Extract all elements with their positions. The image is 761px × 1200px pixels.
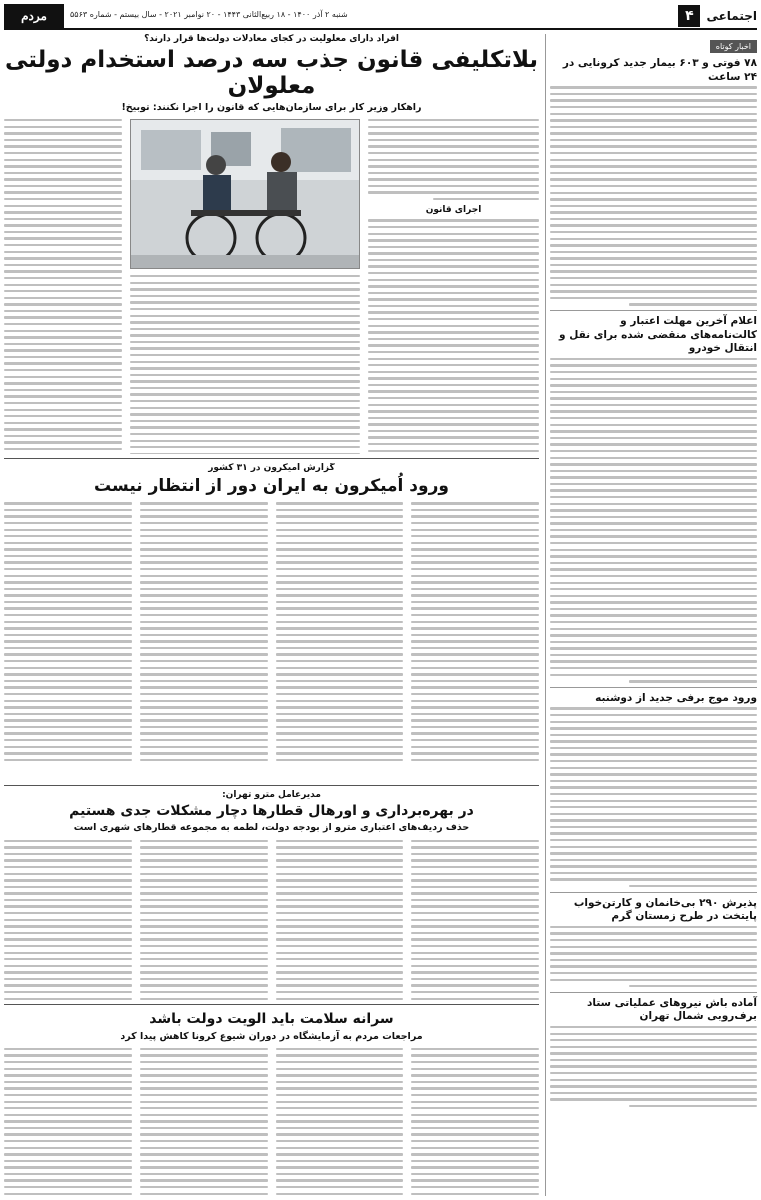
sidebar-headline: ۷۸ فوتی و ۶۰۳ بیمار جدید کرونایی در ۲۴ ساعت [562, 57, 757, 83]
sidebar-label: اخبار کوتاه [710, 40, 757, 53]
article-body [550, 1026, 757, 1107]
wheelchair-photo [130, 119, 360, 269]
article-column [411, 840, 539, 1000]
metro-headline: در بهره‌برداری و اورهال قطارها دچار مشکلات جدی هستیم [69, 802, 474, 819]
sidebar-item [550, 997, 757, 1108]
omicron-story [4, 463, 539, 781]
article-column [140, 840, 268, 1000]
date-line: شنبه ۲ آذر ۱۴۰۰ - ۱۸ ربیع‌الثانی ۱۴۴۳ - ۲۰ نوامبر ۲۰۲۱ - سال بیستم - شماره ۵۵۶۳ [70, 10, 348, 19]
metro-story [4, 790, 539, 1000]
article-column [4, 840, 132, 1000]
article-column [4, 1048, 132, 1199]
article-column [276, 502, 404, 765]
article-body [550, 358, 757, 683]
lead-col [368, 119, 539, 454]
article-body [550, 707, 757, 887]
section-header [678, 4, 757, 28]
health-story [4, 1009, 539, 1199]
article-body [550, 926, 757, 988]
lead-sub-caption: اجرای قانون [425, 204, 482, 215]
article-body [550, 86, 757, 305]
sidebar-headline: اعلام آخرین مهلت اعتبار و کالت‌نامه‌های منقضی شده برای نقل و انتقال خودرو [559, 314, 757, 355]
page-number: ۴ [678, 5, 700, 27]
sidebar-item [550, 57, 757, 306]
article-column [4, 502, 132, 765]
omicron-headline: ورود اُمیکرون به ایران دور از انتظار نیست [94, 475, 449, 496]
article-column [411, 1048, 539, 1199]
paper-logo: مردم سالاری [4, 4, 64, 28]
article-column [411, 502, 539, 765]
health-headline: سرانه سلامت باید الویت دولت باشد [149, 1011, 394, 1027]
sidebar-item [550, 315, 757, 683]
health-subhead: مراجعات مردم به آزمایشگاه در دوران شیوع کرونا کاهش پیدا کرد [120, 1030, 423, 1042]
article-column [276, 1048, 404, 1199]
metro-kicker: مدیرعامل مترو تهران: [222, 790, 321, 800]
sidebar-headline: ورود موج برفی جدید از دوشنبه [595, 691, 757, 704]
sidebar-headline: پذیرش ۲۹۰ بی‌خانمان و کارتن‌خواب پایتخت در طرح زمستان گرم [573, 896, 757, 923]
lead-kicker: افراد دارای معلولیت در کجای معادلات دولت‌ها قرار دارند؟ [144, 34, 399, 44]
metro-subhead: حذف ردیف‌های اعتباری مترو از بودجه دولت، لطمه به مجموعه قطارهای شهری است [73, 822, 470, 834]
sidebar-news [545, 34, 757, 1196]
lead-col [4, 119, 122, 454]
article-column [140, 502, 268, 765]
main-content [4, 34, 539, 1196]
lead-headline: بلاتکلیفی قانون جذب سه درصد استخدام دولتی معلولان [4, 46, 539, 100]
article-column [276, 840, 404, 1000]
sidebar-item [550, 692, 757, 888]
lead-subhead: راهکار وزیر کار برای سازمان‌هایی که قانون را اجرا نکنند: توبیخ! [121, 101, 422, 113]
section-title: اجتماعی [706, 9, 757, 23]
article-column [140, 1048, 268, 1199]
lead-story [4, 34, 539, 454]
sidebar-item [550, 897, 757, 988]
omicron-kicker: گزارش امیکرون در ۳۱ کشور [208, 463, 335, 473]
sidebar-headline: آماده باش نیروهای عملیاتی ستاد برف‌روبی شمال تهران [587, 996, 757, 1023]
lead-col-photo [130, 119, 360, 454]
